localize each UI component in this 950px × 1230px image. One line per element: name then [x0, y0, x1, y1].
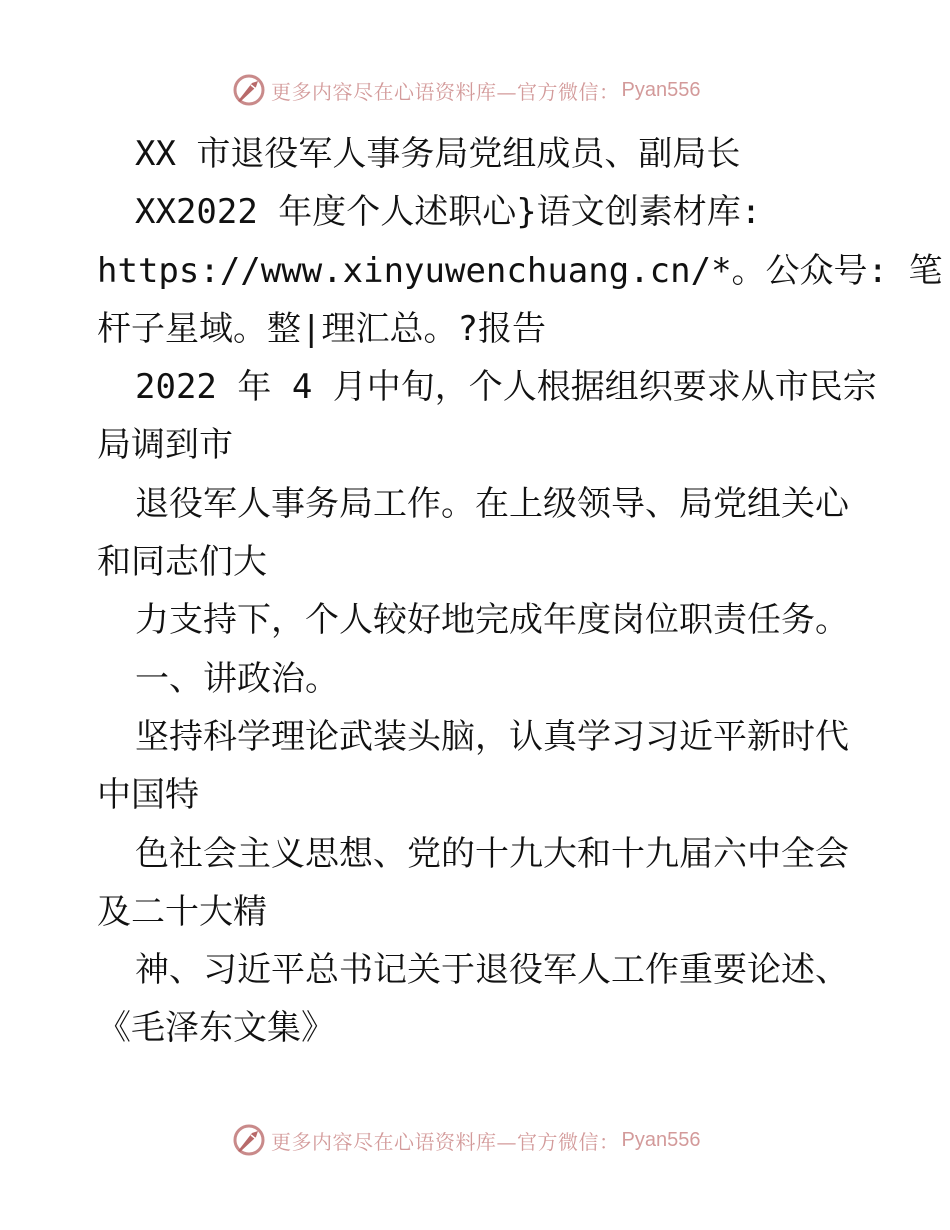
document-line: 及二十大精: [97, 891, 267, 932]
footer-watermark: [232, 1122, 700, 1158]
pen-nib-circle-icon: [232, 73, 266, 107]
document-line: 2022 年 4 月中旬，个人根据组织要求从市民宗: [135, 367, 877, 408]
document-line: XX 市退役军人事务局党组成员、副局长: [135, 134, 741, 174]
watermark-account: Pyan556: [621, 78, 701, 101]
document-body: [97, 125, 943, 1058]
header-watermark: [232, 72, 700, 108]
document-line: XX2022 年度个人述职心}语文创素材库:: [135, 192, 762, 233]
document-line: https://www.xinyuwenchuang.cn/*。公众号: 笔: [97, 250, 943, 291]
watermark-account: Pyan556: [621, 1128, 701, 1151]
document-line: 退役军人事务局工作。在上级领导、局党组关心: [135, 483, 849, 524]
document-line: 《毛泽东文集》: [97, 1008, 335, 1049]
document-line: 中国特: [97, 775, 199, 816]
document-line: 局调到市: [97, 425, 233, 466]
document-line: 杆子星域。整|理汇总。?报告: [97, 308, 546, 349]
document-line: 色社会主义思想、党的十九大和十九届六中全会: [135, 833, 849, 874]
document-line: 神、习近平总书记关于退役军人工作重要论述、: [135, 950, 849, 991]
document-line: 力支持下，个人较好地完成年度岗位职责任务。: [135, 600, 849, 641]
watermark-text: 更多内容尽在心语资料库—官方微信：: [271, 1129, 620, 1154]
pen-nib-circle-icon: [232, 1123, 266, 1157]
watermark-text: 更多内容尽在心语资料库—官方微信：: [271, 79, 620, 104]
document-line: 坚持科学理论武装头脑，认真学习习近平新时代: [135, 716, 849, 757]
document-line: 一、讲政治。: [135, 658, 339, 699]
document-line: 和同志们大: [97, 542, 267, 583]
